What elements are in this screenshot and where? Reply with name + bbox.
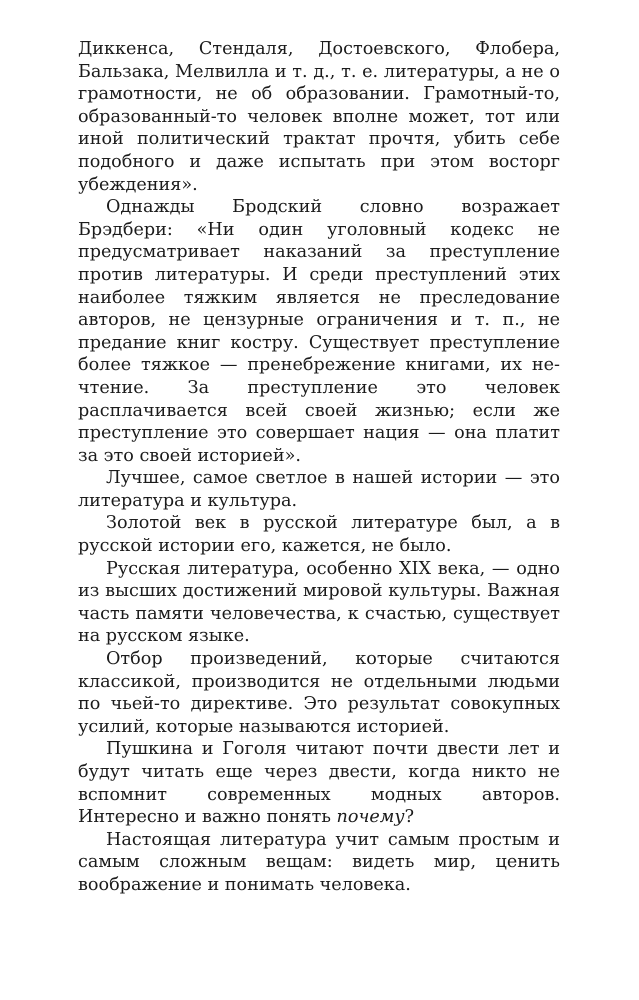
body-paragraph — [78, 558, 560, 648]
body-paragraph — [78, 738, 560, 828]
italic-text-run: почему — [336, 807, 405, 828]
text-run: Русская литература, особенно XIX века, — одно из высших достижений мировой культуры. Важная часть памяти человечества, к счастью, существует на русском языке. — [78, 558, 560, 647]
text-run: ? — [404, 807, 415, 828]
text-run: Настоящая литература учит самым простым и самым сложным вещам: видеть мир, ценить воображение и понимать человека. — [78, 829, 560, 895]
text-run: Лучшее, самое светлое в нашей истории — это литература и культура. — [78, 468, 560, 511]
text-run: Отбор произведений, которые считаются классикой, производится не отдельными людьми по чьей-то директиве. Это результат совокупных усилий, которые называются историей. — [78, 649, 560, 737]
text-run: Диккенса, Стендаля, Достоевского, Флобера, Бальзака, Мелвилла и т. д., т. е. литературы, а не о грамотности, не об образовании. Грамотный-то, образованный-то человек вполне может, тот или иной политический трактат прочтя, убить себе подобного и даже испытать при этом восторг убеждения». — [78, 39, 560, 195]
body-paragraph — [78, 196, 560, 467]
body-paragraph — [78, 829, 560, 897]
body-paragraph — [78, 467, 560, 512]
body-paragraph — [78, 648, 560, 738]
text-run: Однажды Бродский словно возражает Брэдбери: «Ни один уголовный кодекс не предусматривает наказаний за преступление против литературы. И среди преступлений этих наиболее тяжким является не преследование авторов, не цензурные ограничения и т. п., не предание книг костру. Существует преступление более тяжкое — пренебрежение книгами, их не-чтение. За преступление это человек расплачивается всей своей жизнью; если же преступление это совершает нация — она платит за это своей историей». — [78, 197, 560, 466]
text-run: Золотой век в русской литературе был, а в русской истории его, кажется, не было. — [78, 513, 560, 557]
body-paragraph — [78, 512, 560, 557]
body-paragraph — [78, 38, 560, 196]
text-run: Пушкина и Гоголя читают почти двести лет и будут читать еще через двести, когда никто не вспомнит современных модных авторов. Интересно и важно понять — [78, 739, 560, 828]
book-page — [78, 38, 560, 897]
